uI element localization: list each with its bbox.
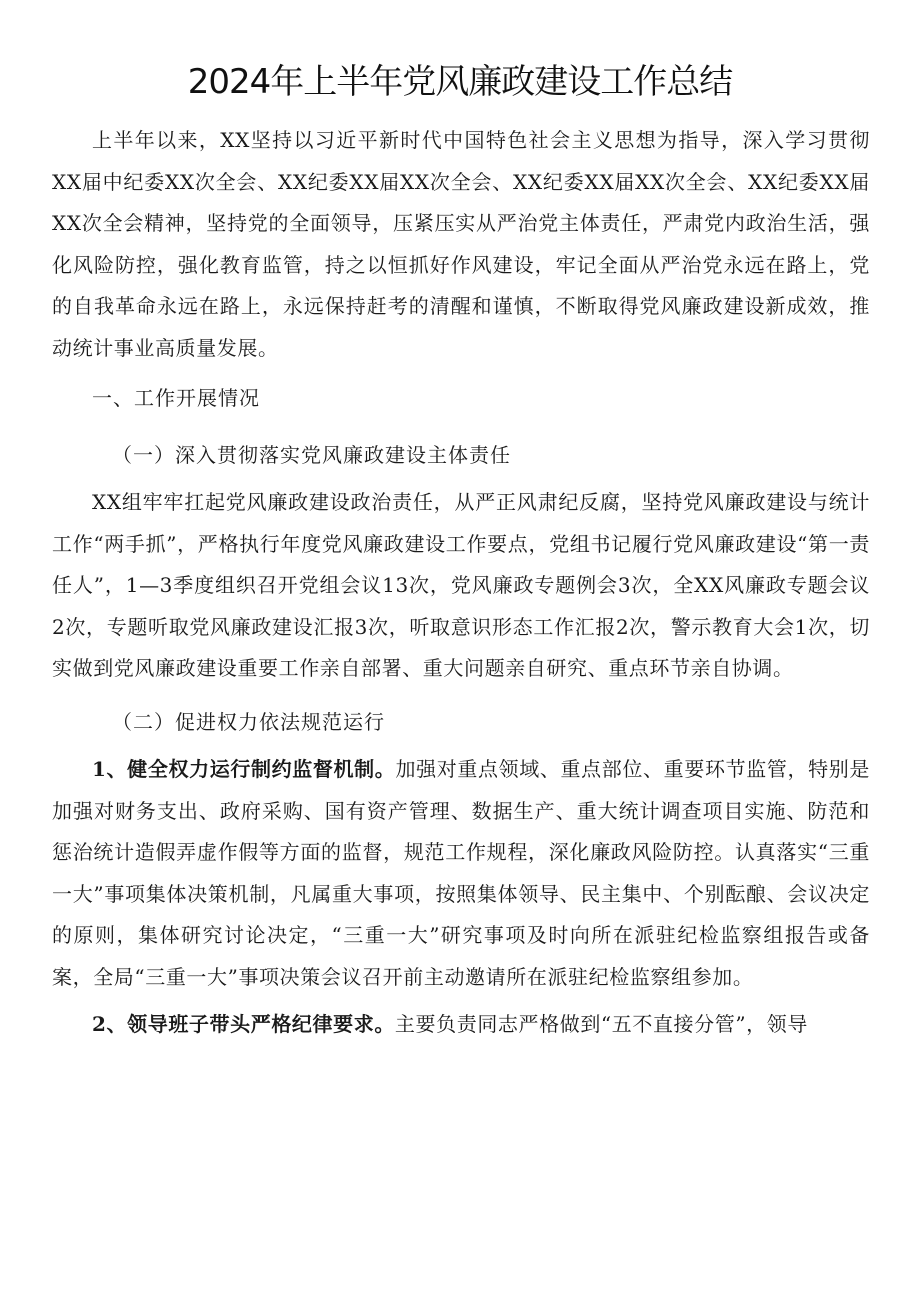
item-paragraph (52, 749, 870, 998)
item-lead: 1、健全权力运行制约监督机制。 (92, 757, 396, 781)
item-paragraph (52, 1004, 870, 1046)
subsection-paragraph: XX组牢牢扛起党风廉政建设政治责任，从严正风肃纪反腐，坚持党风廉政建设与统计工作“两手抓”，严格执行年度党风廉政建设工作要点，党组书记履行党风廉政建设“第一责任人”，1—3季度组织召开党组会议13次，党风廉政专题例会3次，全XX风廉政专题会议2次，专题听取党风廉政建设汇报3次，听取意识形态工作汇报2次，警示教育大会1次，切实做到党风廉政建设重要工作亲自部署、重大问题亲自研究、重点环节亲自协调。 (52, 490, 870, 680)
item-lead: 2、领导班子带头严格纪律要求。 (92, 1012, 395, 1036)
intro-paragraph: 上半年以来，XX坚持以习近平新时代中国特色社会主义思想为指导，深入学习贯彻XX届中纪委XX次全会、XX纪委XX届XX次全会、XX纪委XX届XX次全会、XX纪委XX届XX次全会精神，坚持党的全面领导，压紧压实从严治党主体责任，严肃党内政治生活，强化风险防控，强化教育监管，持之以恒抓好作风建设，牢记全面从严治党永远在路上，党的自我革命永远在路上，永远保持赶考的清醒和谨慎，不断取得党风廉政建设新成效，推动统计事业高质量发展。 (52, 128, 870, 360)
subsection-heading: （二）促进权力依法规范运行 (112, 709, 385, 734)
document-title: 2024年上半年党风廉政建设工作总结 (187, 62, 733, 102)
subsection-heading: （一）深入贯彻落实党风廉政建设主体责任 (112, 442, 511, 467)
item-text: 加强对重点领域、重点部位、重要环节监管，特别是加强对财务支出、政府采购、国有资产管理、数据生产、重大统计调查项目实施、防范和惩治统计造假弄虚作假等方面的监督，规范工作规程，深化廉政风险防控。认真落实“三重一大”事项集体决策机制，凡属重大事项，按照集体领导、民主集中、个别酝酿、会议决定的原则，集体研究讨论决定，“三重一大”研究事项及时向所在派驻纪检监察组报告或备案，全局“三重一大”事项决策会议召开前主动邀请所在派驻纪检监察组参加。 (52, 757, 870, 989)
item-text: 主要负责同志严格做到“五不直接分管”，领导 (394, 1012, 808, 1036)
document-body (52, 120, 870, 1046)
section-heading: 一、工作开展情况 (92, 386, 260, 410)
